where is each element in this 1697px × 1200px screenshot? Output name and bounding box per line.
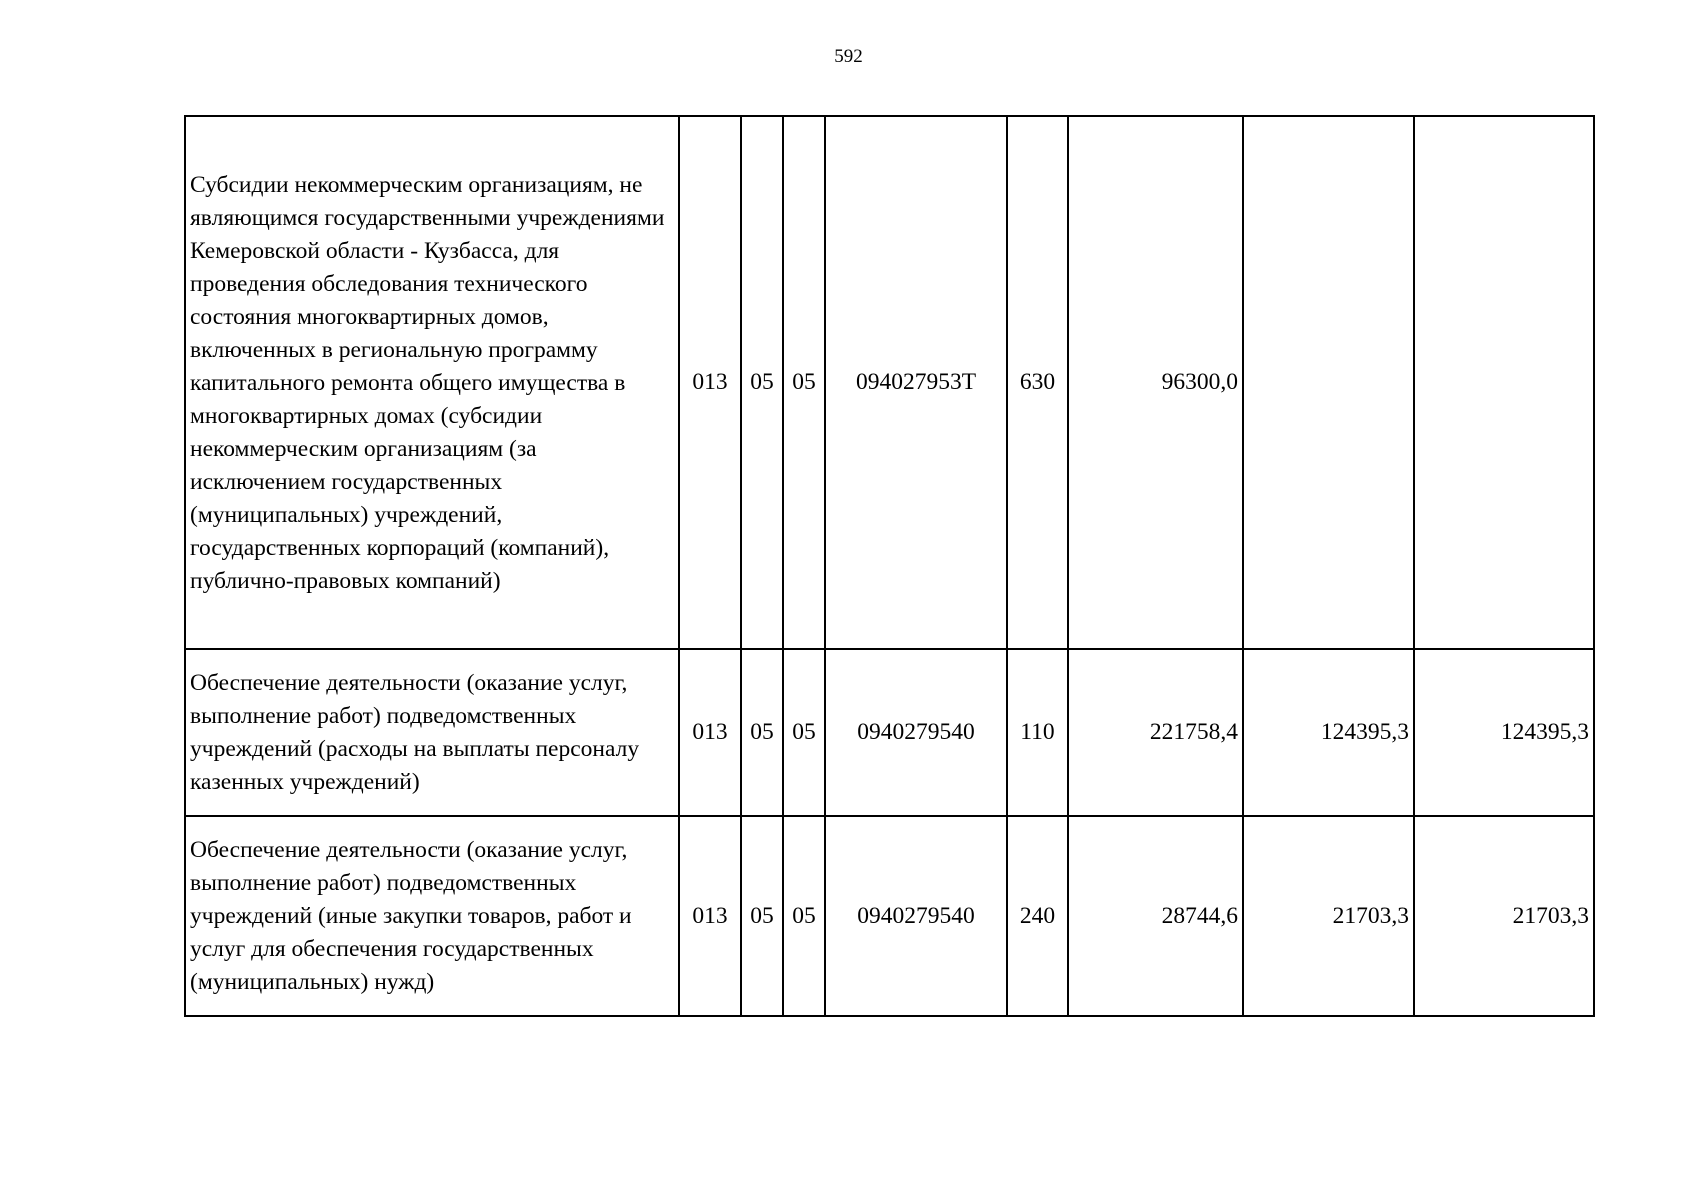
page-number: 592 (834, 46, 863, 67)
subsection-code: 05 (783, 816, 825, 1016)
table-row (185, 116, 1594, 649)
expense-type-code: 110 (1007, 649, 1068, 816)
ministry-code: 013 (679, 116, 741, 649)
section-code: 05 (741, 816, 783, 1016)
table-row (185, 649, 1594, 816)
ministry-code: 013 (679, 649, 741, 816)
section-code: 05 (741, 649, 783, 816)
subsection-code: 05 (783, 649, 825, 816)
section-code: 05 (741, 116, 783, 649)
expense-type-code: 630 (1007, 116, 1068, 649)
amount-3 (1414, 116, 1594, 649)
subsection-code: 05 (783, 116, 825, 649)
ministry-code: 013 (679, 816, 741, 1016)
target-article-code: 094027953Т (825, 116, 1007, 649)
budget-table (184, 115, 1595, 1017)
target-article-code: 0940279540 (825, 816, 1007, 1016)
amount-1: 96300,0 (1068, 116, 1243, 649)
target-article-code: 0940279540 (825, 649, 1007, 816)
row-name: Субсидии некоммерческим организациям, не являющимся государственными учреждениями Кемеровской области - Кузбасса, для проведения обследования технического состояния многоквартирных домов, включенных в региональную программу капитального ремонта общего имущества в многоквартирных домах (субсидии некоммерческим организациям (за исключением государственных (муниципальных) учреждений, государственных корпораций (компаний), публично-правовых компаний) (185, 116, 679, 649)
table-row (185, 816, 1594, 1016)
amount-2: 124395,3 (1243, 649, 1414, 816)
amount-2 (1243, 116, 1414, 649)
expense-type-code: 240 (1007, 816, 1068, 1016)
amount-1: 221758,4 (1068, 649, 1243, 816)
amount-1: 28744,6 (1068, 816, 1243, 1016)
row-name: Обеспечение деятельности (оказание услуг, выполнение работ) подведомственных учреждений (иные закупки товаров, работ и услуг для обеспечения государственных (муниципальных) нужд) (185, 816, 679, 1016)
row-name: Обеспечение деятельности (оказание услуг, выполнение работ) подведомственных учреждений (расходы на выплаты персоналу казенных учреждений) (185, 649, 679, 816)
amount-2: 21703,3 (1243, 816, 1414, 1016)
amount-3: 21703,3 (1414, 816, 1594, 1016)
amount-3: 124395,3 (1414, 649, 1594, 816)
